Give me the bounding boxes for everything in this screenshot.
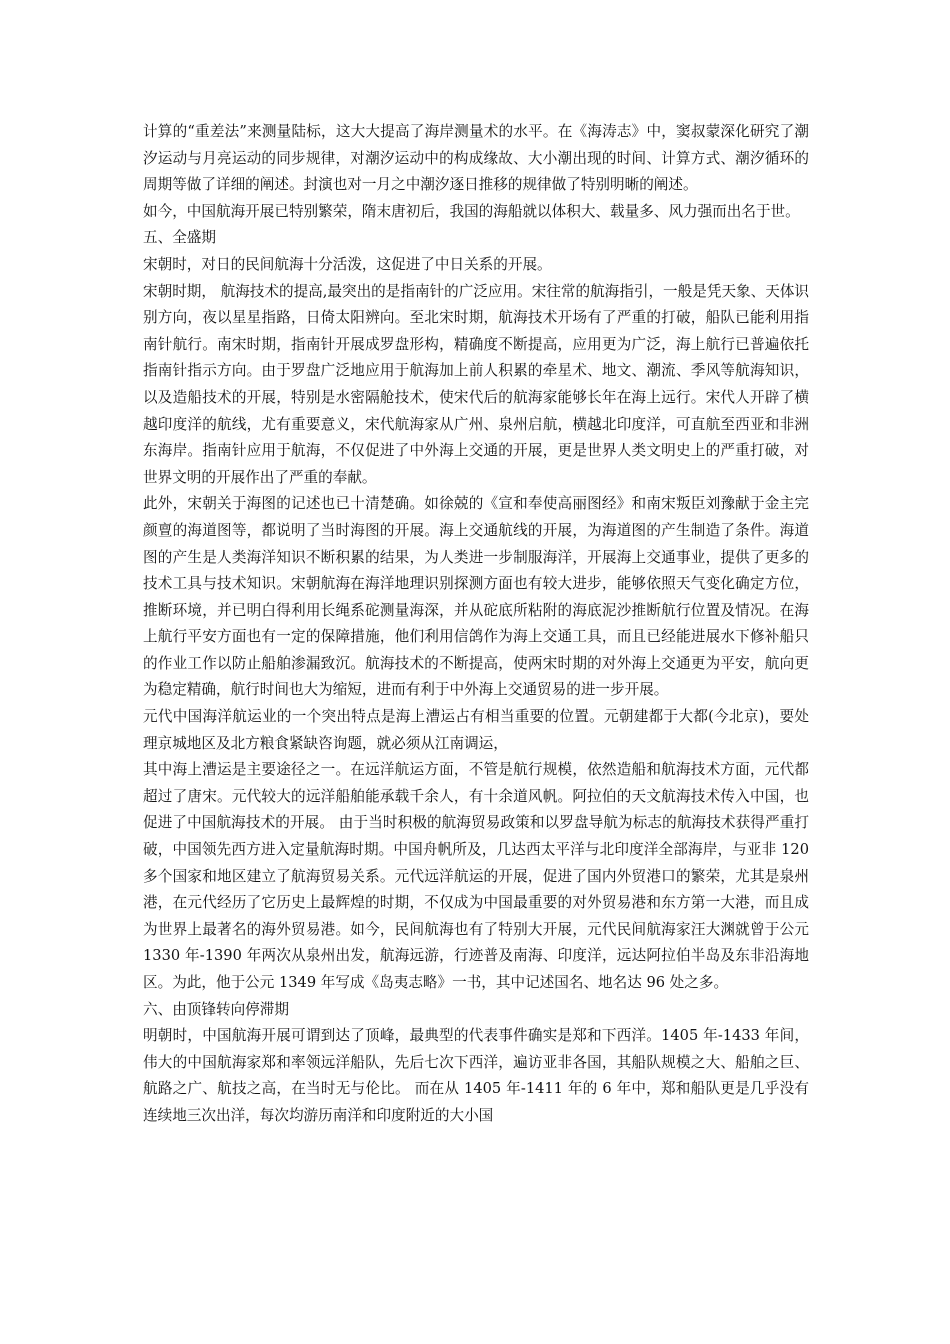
paragraph-tidal-studies: 计算的“重差法”来测量陆标，这大大提高了海岸测量术的水平。在《海涛志》中，窦叔蒙深化研究了潮汐运动与月亮运动的同步规律，对潮汐运动中的构成缘故、大小潮出现的时间、计算方式、潮汐循环的周期等做了详细的阐述。封演也对一月之中潮汐逐日推移的规律做了特别明晰的阐述。 bbox=[143, 123, 809, 194]
paragraph-song-charts: 此外，宋朝关于海图的记述也已十清楚确。如徐兢的《宣和奉使高丽图经》和南宋叛臣刘豫献于金主完颜亶的海道图等，都说明了当时海图的开展。海上交通航线的开展，为海道图的产生制造了条件。海道图的产生是人类海洋知识不断积累的结果，为人类进一步制服海洋，开展海上交通事业，提供了更多的技术工具与技术知识。宋朝航海在海洋地理识别探测方面也有较大进步，能够依照天气变化确定方位，推断环境，并已明白得利用长绳系砣测量海深，并从砣底所粘附的海底泥沙推断航行位置及情况。在海上航行平安方面也有一定的保障措施，他们利用信鸽作为海上交通工具，而且已经能进展水下修补船只的作业工作以防止船舶渗漏致沉。航海技术的不断提高，使两宋时期的对外海上交通更为平安，航向更为稳定精确，航行时间也大为缩短，进而有利于中外海上交通贸易的进一步开展。 bbox=[143, 495, 809, 699]
paragraph-song-compass: 宋朝时期， 航海技术的提高,最突出的是指南针的广泛应用。宋往常的航海指引，一般是凭天象、天体识别方向，夜以星星指路，日倚太阳辨向。至北宋时期，航海技术开场有了严重的打破，船队已能利用指南针航行。南宋时期，指南针开展成罗盘形构，精确度不断提高，应用更为广泛，海上航行已普遍依托指南针指示方向。由于罗盘广泛地应用于航海加上前人积累的牵星术、地文、潮流、季风等航海知识，以及造船技术的开展，特别是水密隔舱技术，使宋代后的航海家能够长年在海上远行。宋代人开辟了横越印度洋的航线，尤有重要意义，宋代航海家从广州、泉州启航，横越北印度洋，可直航至西亚和非洲东海岸。指南针应用于航海，不仅促进了中外海上交通的开展，更是世界人类文明史上的严重打破，对世界文明的开展作出了严重的奉献。 bbox=[143, 282, 810, 486]
section-heading-stagnation: 六、由顶锋转向停滞期 bbox=[143, 1000, 289, 1018]
paragraph-song-japan: 宋朝时，对日的民间航海十分活泼，这促进了中日关系的开展。 bbox=[143, 255, 552, 273]
paragraph-sui-tang-ships: 如今，中国航海开展已特别繁荣，隋末唐初后，我国的海船就以体积大、载量多、风力强而出名于世。 bbox=[143, 202, 800, 220]
section-heading-heyday: 五、全盛期 bbox=[143, 229, 216, 247]
paragraph-yuan-grain-transport: 元代中国海洋航运业的一个突出特点是海上漕运占有相当重要的位置。元朝建都于大都(今北京)，要处理京城地区及北方粮食紧缺咨询题，就必须从江南调运， bbox=[143, 708, 809, 752]
document-page bbox=[143, 119, 809, 1130]
paragraph-ming-zheng-he: 明朝时，中国航海开展可谓到达了顶峰，最典型的代表事件确实是郑和下西洋。1405 年-1433 年间，伟大的中国航海家郑和率领远洋船队，先后七次下西洋，遍访亚非各国，其船队规模之大、船舶之巨、航路之广、航技之高，在当时无与伦比。 而在从 1405 年-1411 年的 6 年中，郑和船队更是几乎没有连续地三次出洋，每次均游历南洋和印度附近的大小国 bbox=[143, 1027, 809, 1124]
paragraph-yuan-ocean-shipping: 其中海上漕运是主要途径之一。在远洋航运方面，不管是航行规模，依然造船和航海技术方面，元代都超过了唐宋。元代较大的远洋船舶能承载千余人，有十余道风帆。阿拉伯的天文航海技术传入中国，也促进了中国航海技术的开展。 由于当时积极的航海贸易政策和以罗盘导航为标志的航海技术获得严重打破，中国领先西方进入定量航海时期。中国舟帆所及，几达西太平洋与北印度洋全部海岸，与亚非 120 多个国家和地区建立了航海贸易关系。元代远洋航运的开展，促进了国内外贸港口的繁荣，尤其是泉州港，在元代经历了它历史上最辉煌的时期，不仅成为中国最重要的对外贸易港和东方第一大港，而且成为世界上最著名的海外贸易港。如今，民间航海也有了特别大开展，元代民间航海家汪大渊就曾于公元 1330 年-1390 年两次从泉州出发，航海远游，行迹普及南海、印度洋，远达阿拉伯半岛及东非沿海地区。为此，他于公元 1349 年写成《岛夷志略》一书，其中记述国名、地名达 96 处之多。 bbox=[143, 761, 809, 991]
